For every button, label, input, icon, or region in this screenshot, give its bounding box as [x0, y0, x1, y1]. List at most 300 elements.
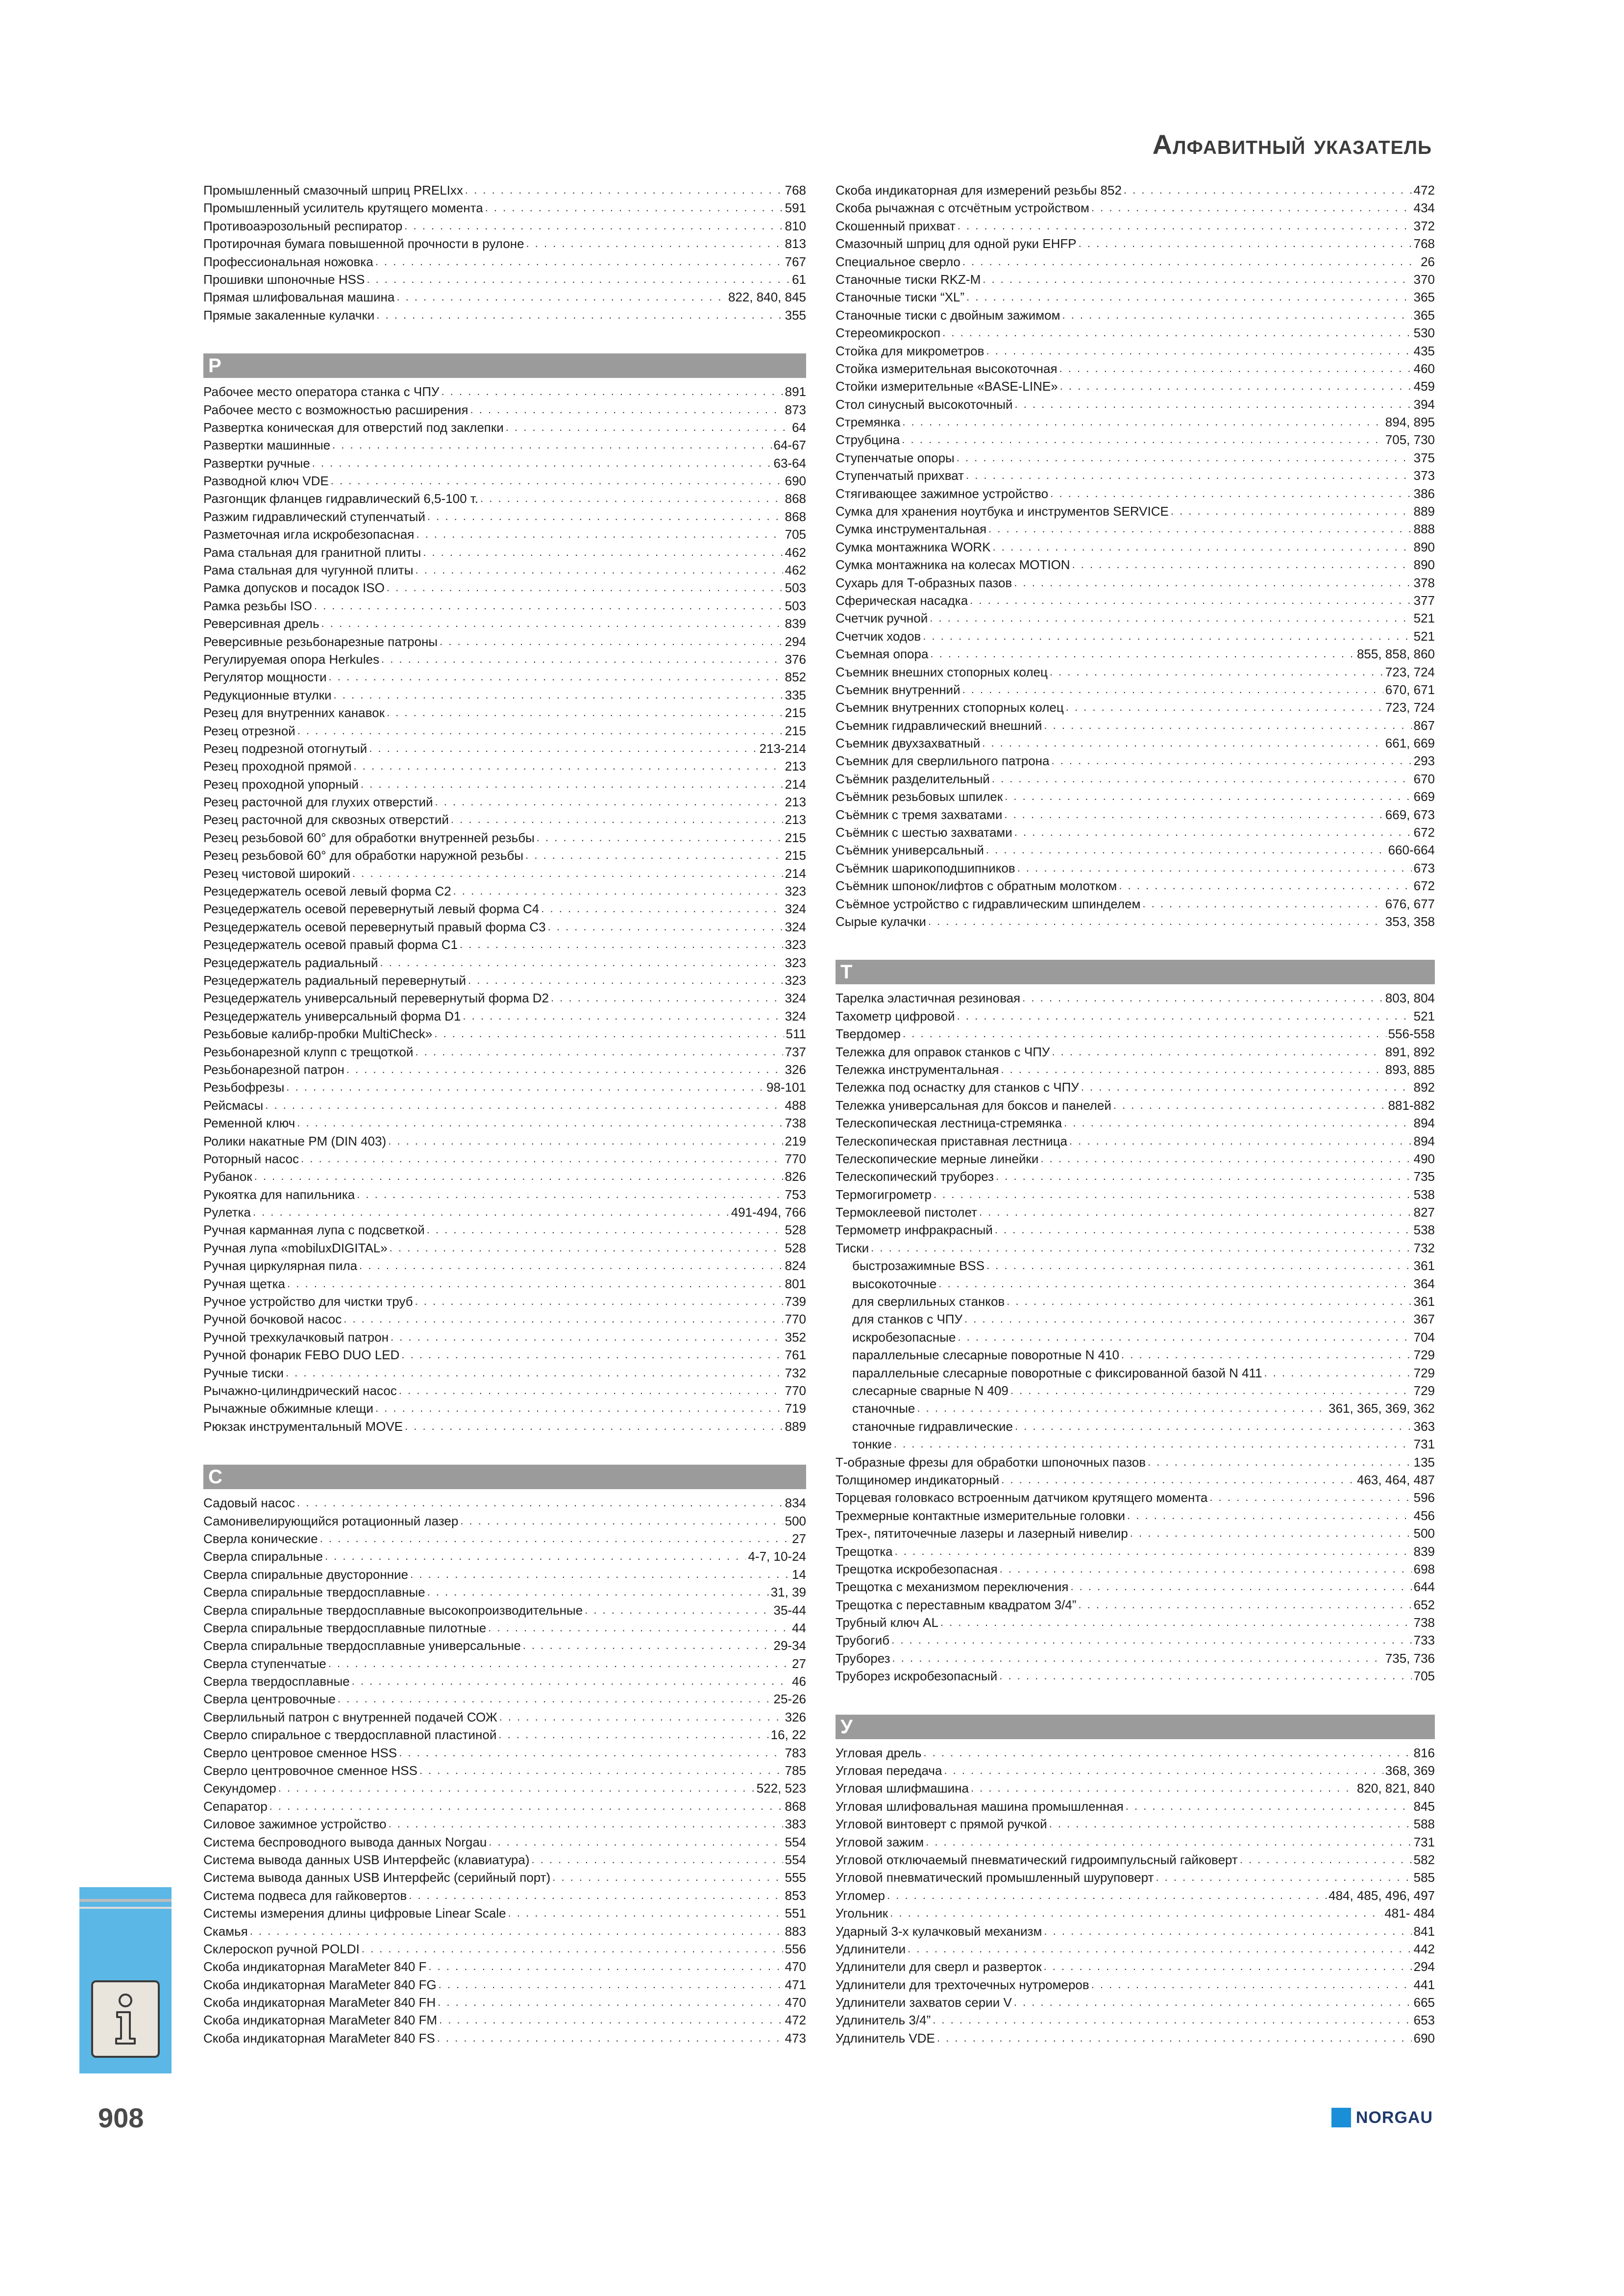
entry-term: Резьбовые калибр-пробки MultiCheck» [203, 1026, 433, 1042]
index-entry [203, 775, 806, 793]
dot-leader [404, 217, 783, 235]
dot-leader [938, 1275, 1411, 1293]
entry-page-ref: 26 [1421, 254, 1435, 269]
dot-leader [435, 793, 783, 811]
index-entry [836, 306, 1435, 324]
entry-page-ref: 213 [785, 812, 806, 827]
entry-term: Сепаратор [203, 1798, 268, 1814]
entry-term: Ручной фонарик FEBO DUO LED [203, 1348, 400, 1363]
index-entry [836, 1328, 1435, 1346]
index-entry [203, 1275, 806, 1293]
index-entry [836, 1310, 1435, 1328]
entry-term: Угловой винтоверт с прямой ручкой [836, 1817, 1047, 1832]
entry-term: Протирочная бумага повышенной прочности в рулоне [203, 236, 524, 251]
entry-page-ref: 31, 39 [770, 1585, 806, 1600]
entry-page-ref: 44 [792, 1620, 806, 1635]
index-entry [203, 865, 806, 882]
entry-page-ref: 723, 724 [1385, 664, 1435, 679]
entry-term: Скоба индикаторная MaraMeter 840 FS [203, 2030, 435, 2046]
entry-term: Резцедержатель радиальный перевернутый [203, 973, 466, 988]
entry-term: Угловой отключаемый пневматический гидроимпульсный гайковерт [836, 1852, 1238, 1867]
index-entry [836, 253, 1435, 271]
entry-term: Скоба индикаторная MaraMeter 840 FM [203, 2013, 438, 2028]
entry-page-ref: 365 [1413, 307, 1435, 323]
entry-page-ref: 644 [1413, 1579, 1435, 1595]
index-entry [203, 181, 806, 199]
dot-leader [526, 235, 783, 252]
entry-page-ref: 883 [785, 1923, 806, 1939]
entry-page-ref: 29-34 [773, 1638, 806, 1653]
index-entry [203, 199, 806, 217]
entry-term: Рюкзак инструментальный MOVE [203, 1419, 403, 1434]
dot-leader [488, 1619, 790, 1637]
dot-leader [396, 288, 726, 306]
dot-leader [971, 1779, 1355, 1797]
index-entry [836, 1762, 1435, 1779]
index-entry [203, 2012, 806, 2029]
entry-term: Резьбонарезной патрон [203, 1062, 344, 1077]
entry-page-ref: 672 [1413, 825, 1435, 840]
dot-leader [1001, 1061, 1383, 1078]
index-entry [836, 413, 1435, 431]
entry-page-ref: 822, 840, 845 [728, 290, 806, 305]
dot-leader [328, 1655, 790, 1672]
index-entry [836, 1887, 1435, 1904]
dot-leader [585, 1601, 771, 1619]
index-entry [203, 436, 806, 454]
index-entry [203, 972, 806, 989]
index-entry [836, 1364, 1435, 1382]
index-entry [203, 1114, 806, 1132]
dot-leader [427, 508, 783, 525]
dot-leader [485, 199, 783, 217]
entry-page-ref: 335 [785, 687, 806, 702]
index-entry [836, 1940, 1435, 1958]
index-entry [203, 271, 806, 288]
entry-term: Противоаэрозольный респиратор [203, 218, 403, 233]
brand-name: NORGAU [1355, 2108, 1433, 2127]
dot-leader [320, 1530, 790, 1547]
entry-page-ref: 652 [1413, 1597, 1435, 1612]
entry-term: Стойки измерительные «BASE-LINE» [836, 379, 1058, 394]
entry-term: Роторный насос [203, 1151, 299, 1166]
entry-page-ref: 472 [785, 2013, 806, 2028]
index-entry [836, 1667, 1435, 1685]
entry-term: Сверла ступенчатые [203, 1656, 326, 1671]
entry-page-ref: 214 [785, 866, 806, 881]
dot-leader [297, 722, 783, 740]
section-entries [203, 1494, 806, 2047]
index-entry [836, 895, 1435, 913]
dot-leader [375, 1399, 783, 1417]
entry-term: Ручной бочковой насос [203, 1312, 342, 1327]
index-entry [203, 1132, 806, 1150]
index-entry [203, 1994, 806, 2011]
entry-page-ref: 64 [792, 420, 806, 435]
index-entry [203, 1257, 806, 1274]
dot-leader [891, 1631, 1411, 1649]
index-entry [836, 1221, 1435, 1239]
index-entry [203, 615, 806, 632]
entry-page-ref: 470 [785, 1959, 806, 1974]
entry-page-ref: 500 [1413, 1526, 1435, 1541]
dot-leader [892, 1649, 1383, 1667]
index-entry [203, 1672, 806, 1690]
index-entry [203, 525, 806, 543]
dot-leader [1044, 1922, 1411, 1940]
entry-page-ref: 365 [1413, 290, 1435, 305]
dot-leader [1014, 574, 1411, 592]
entry-term: Ручная карманная лупа с подсветкой [203, 1223, 425, 1238]
entry-term: Система вывода данных USB Интерфейс (клавиатура) [203, 1852, 530, 1867]
entry-term: Съёмник универсальный [836, 843, 984, 858]
dot-leader [463, 1007, 783, 1025]
dot-leader [329, 668, 783, 686]
entry-page-ref: 551 [785, 1906, 806, 1921]
dot-leader [344, 1310, 783, 1328]
dot-leader [903, 1025, 1386, 1043]
entry-term: Резцедержатель осевой левый форма C2 [203, 884, 451, 899]
dot-leader [962, 681, 1383, 699]
index-entry [203, 722, 806, 740]
index-entry [203, 2029, 806, 2047]
entry-term: Удлинители для трехточечных нутромеров [836, 1977, 1089, 1992]
entry-page-ref: 841 [1413, 1923, 1435, 1939]
dot-leader [508, 1904, 783, 1922]
dot-leader [427, 1583, 769, 1601]
index-entry [203, 288, 806, 306]
entry-term: Склероскоп ручной POLDI [203, 1941, 360, 1956]
entry-term: Удлинители захватов серии V [836, 1995, 1012, 2010]
dot-leader [982, 734, 1383, 752]
index-entry [836, 217, 1435, 235]
dot-leader [1066, 699, 1383, 716]
index-entry [836, 324, 1435, 342]
dot-leader [338, 1690, 772, 1708]
entry-page-ref: 373 [1413, 468, 1435, 483]
index-entry [203, 847, 806, 864]
index-entry [836, 1524, 1435, 1542]
index-entry [203, 1851, 806, 1869]
dot-leader [1156, 1869, 1411, 1886]
entry-term: Удлинитель 3/4” [836, 2013, 931, 2028]
dot-leader [460, 1512, 783, 1530]
entry-term: Станочные тиски “XL” [836, 290, 965, 305]
entry-term: Рукоятка для напильника [203, 1187, 355, 1202]
index-entry [203, 740, 806, 757]
dot-leader [297, 1114, 783, 1132]
dot-leader [926, 1833, 1412, 1851]
index-entry [836, 1061, 1435, 1078]
entry-page-ref: 867 [1413, 718, 1435, 733]
entry-term: Стремянка [836, 415, 901, 430]
entry-page-ref: 326 [785, 1062, 806, 1077]
entry-page-ref: 530 [1413, 325, 1435, 341]
entry-term: Рулетка [203, 1205, 251, 1220]
index-entry [836, 1744, 1435, 1762]
entry-term: Рабочее место оператора станка с ЧПУ [203, 384, 440, 399]
entry-page-ref: 323 [785, 973, 806, 988]
entry-term: Сырые кулачки [836, 914, 926, 929]
dot-leader [902, 413, 1383, 431]
index-entry [203, 1168, 806, 1185]
entry-page-ref: 768 [785, 182, 806, 198]
index-entry [203, 1833, 806, 1851]
entry-page-ref: 521 [1413, 1008, 1435, 1023]
dot-leader [940, 1614, 1412, 1631]
entry-term: тонкие [852, 1437, 892, 1452]
dot-leader [361, 775, 783, 793]
dot-leader [375, 253, 783, 271]
index-entry [203, 1815, 806, 1833]
index-entry [836, 1435, 1435, 1453]
dot-leader [933, 2011, 1411, 2029]
index-entry [203, 561, 806, 579]
dot-leader [387, 579, 783, 597]
side-tab-divider [79, 1907, 172, 1909]
entry-page-ref: 215 [785, 848, 806, 863]
entry-term: Съёмник разделительный [836, 771, 990, 786]
entry-page-ref: 591 [785, 200, 806, 216]
entry-term: Трещотка с переставным квадратом 3/4” [836, 1597, 1077, 1612]
entry-term: Рамка допусков и посадок ISO [203, 580, 385, 596]
entry-page-ref: 386 [1413, 486, 1435, 501]
entry-page-ref: 816 [1413, 1745, 1435, 1760]
entry-page-ref: 484, 485, 496, 497 [1329, 1888, 1435, 1903]
index-entry [203, 472, 806, 490]
dot-leader [265, 1097, 783, 1114]
entry-page-ref: 462 [785, 563, 806, 578]
entry-term: Сумка монтажника на колесах MOTION [836, 557, 1070, 573]
entry-page-ref: 378 [1413, 575, 1435, 590]
index-entry [836, 609, 1435, 627]
index-entry [203, 235, 806, 252]
section-t [836, 960, 1435, 1685]
dot-leader [1000, 1560, 1412, 1578]
entry-page-ref: 16, 22 [770, 1727, 806, 1743]
dot-leader [966, 288, 1412, 306]
dot-leader [312, 454, 772, 472]
entry-term: Ступенчатые опоры [836, 450, 955, 465]
entry-page-ref: 729 [1413, 1348, 1435, 1363]
index-entry [836, 2029, 1435, 2047]
index-entry [836, 699, 1435, 716]
entry-page-ref: 733 [1413, 1633, 1435, 1648]
entry-term: Скоба рычажная с отсчётным устройством [836, 200, 1089, 216]
entry-term: Ручная циркулярная пила [203, 1258, 358, 1273]
dot-leader [1015, 396, 1412, 413]
dot-leader [498, 1726, 768, 1744]
entry-page-ref: 294 [1413, 1959, 1435, 1974]
entry-term: Резцедержатель универсальный форма D1 [203, 1008, 461, 1023]
index-entry [203, 882, 806, 900]
entry-term: Резец расточной для сквозных отверстий [203, 812, 449, 827]
entry-page-ref: 868 [785, 1798, 806, 1814]
entry-page-ref: 463, 464, 487 [1356, 1472, 1435, 1487]
entry-page-ref: 27 [792, 1531, 806, 1546]
entry-page-ref: 64-67 [773, 438, 806, 453]
entry-page-ref: 471 [785, 1977, 806, 1992]
index-entry [203, 419, 806, 436]
dot-leader [1022, 989, 1383, 1007]
dot-leader [532, 1851, 783, 1869]
dot-leader [1001, 1471, 1355, 1489]
entry-page-ref: 588 [1413, 1817, 1435, 1832]
entry-term: Профессиональная ножовка [203, 254, 373, 269]
index-entry [203, 1726, 806, 1744]
entry-page-ref: 891, 892 [1385, 1044, 1435, 1059]
entry-page-ref: 323 [785, 937, 806, 952]
entry-page-ref: 472 [1413, 182, 1435, 198]
index-entry [203, 1418, 806, 1435]
entry-term: Рычажно-цилиндрический насос [203, 1383, 397, 1398]
entry-term: Счетчик ручной [836, 611, 928, 626]
dot-leader [958, 1328, 1411, 1346]
index-column-right [836, 181, 1435, 2047]
dot-leader [890, 1904, 1382, 1922]
dot-leader [1005, 788, 1411, 805]
dot-leader [438, 1994, 783, 2011]
dot-leader [388, 1132, 783, 1150]
index-group-s-continued [836, 181, 1435, 930]
entry-term: Сверла твердосплавные [203, 1674, 350, 1689]
entry-page-ref: 215 [785, 723, 806, 738]
dot-leader [928, 913, 1383, 930]
index-entry [836, 1797, 1435, 1815]
index-entry [203, 1708, 806, 1726]
dot-leader [537, 829, 783, 847]
dot-leader [286, 1078, 764, 1096]
dot-leader [1017, 859, 1412, 877]
index-entry [203, 1512, 806, 1530]
entry-term: Разводной ключ VDE [203, 474, 329, 489]
entry-page-ref: 785 [785, 1763, 806, 1778]
entry-term: Прошивки шпоночные HSS [203, 272, 365, 287]
dot-leader [986, 342, 1411, 360]
index-column-left [203, 181, 806, 2047]
index-entry [836, 1507, 1435, 1524]
dot-leader [541, 900, 783, 918]
entry-term: Трубный ключ AL [836, 1615, 938, 1630]
entry-term: Резцедержатель осевой перевернутый правый форма C3 [203, 919, 546, 934]
entry-page-ref: 470 [785, 1995, 806, 2010]
entry-term: Рама стальная для чугунной плиты [203, 563, 414, 578]
entry-page-ref: 670 [1413, 771, 1435, 786]
entry-page-ref: 660-664 [1388, 843, 1435, 858]
entry-term: Ручная лупа «mobiluxDIGITAL» [203, 1240, 388, 1255]
entry-term: Резец проходной упорный [203, 776, 359, 792]
entry-term: Стойка измерительная высокоточная [836, 361, 1058, 376]
dot-leader [415, 1293, 783, 1310]
entry-page-ref: 556 [785, 1941, 806, 1956]
dot-leader [934, 1186, 1412, 1203]
dot-leader [380, 954, 783, 972]
entry-term: Ременной ключ [203, 1116, 295, 1131]
entry-page-ref: 213-214 [759, 741, 806, 756]
entry-page-ref: 676, 677 [1385, 896, 1435, 911]
entry-term: Прямая шлифовальная машина [203, 290, 395, 305]
entry-page-ref: 367 [1413, 1312, 1435, 1327]
entry-term: Сверло центровое сменное HSS [203, 1745, 397, 1760]
entry-term: Ступенчатый прихват [836, 468, 964, 483]
entry-term: Редукционные втулки [203, 687, 332, 702]
index-entry [836, 592, 1435, 609]
dot-leader [1171, 502, 1412, 520]
entry-page-ref: 770 [785, 1312, 806, 1327]
entry-term: Резцедержатель осевой перевернутый левый форма C4 [203, 901, 540, 917]
entry-term: Развертки машинные [203, 438, 331, 453]
section-entries [203, 383, 806, 1435]
entry-page-ref: 528 [785, 1223, 806, 1238]
entry-page-ref: 894, 895 [1385, 415, 1435, 430]
entry-term: Труборез искробезопасный [836, 1669, 998, 1684]
index-entry [836, 770, 1435, 788]
index-entry [836, 360, 1435, 377]
entry-page-ref: 753 [785, 1187, 806, 1202]
entry-term: Сверла центровочные [203, 1692, 336, 1707]
dot-leader [1121, 1346, 1412, 1364]
entry-page-ref: 521 [1413, 611, 1435, 626]
entry-term: высокоточные [852, 1276, 937, 1291]
dot-leader [1070, 1578, 1411, 1596]
dot-leader [499, 1708, 783, 1726]
entry-page-ref: 294 [785, 634, 806, 649]
entry-term: Ручные тиски [203, 1365, 284, 1380]
index-entry [836, 1007, 1435, 1025]
entry-term: Сверло спиральное с твердосплавной пластиной [203, 1727, 497, 1743]
section-r [203, 353, 806, 1435]
index-entry [836, 824, 1435, 841]
entry-page-ref: 894 [1413, 1133, 1435, 1148]
dot-leader [362, 1940, 783, 1958]
index-entry [203, 1061, 806, 1078]
index-entry [836, 859, 1435, 877]
entry-term: Телескопические мерные линейки [836, 1151, 1039, 1166]
dot-leader [1091, 199, 1412, 217]
index-entry [836, 645, 1435, 663]
entry-term: Развертки ручные [203, 455, 310, 471]
entry-term: Садовый насос [203, 1496, 295, 1511]
dot-leader [399, 1744, 783, 1762]
entry-page-ref: 803, 804 [1385, 991, 1435, 1006]
entry-page-ref: 500 [785, 1513, 806, 1528]
entry-page-ref: 361 [1413, 1258, 1435, 1273]
entry-page-ref: 705 [785, 527, 806, 542]
entry-term: Стягивающее зажимное устройство [836, 486, 1049, 501]
entry-page-ref: 377 [1413, 593, 1435, 608]
index-entry [836, 1614, 1435, 1631]
entry-page-ref: 370 [1413, 272, 1435, 287]
dot-leader [331, 472, 783, 490]
dot-leader [415, 561, 783, 579]
dot-leader [415, 1043, 783, 1061]
entry-term: слесарные сварные N 409 [852, 1383, 1009, 1398]
entry-term: Съемник двухзахватный [836, 736, 981, 751]
entry-page-ref: 653 [1413, 2013, 1435, 2028]
entry-term: Система вывода данных USB Интерфейс (серийный порт) [203, 1870, 551, 1885]
entry-term: Рамка резьбы ISO [203, 598, 312, 613]
dot-leader [1113, 1097, 1386, 1114]
entry-page-ref: 824 [785, 1258, 806, 1273]
index-entry [203, 1382, 806, 1399]
entry-page-ref: 669 [1413, 789, 1435, 804]
entry-term: Удлинители [836, 1941, 906, 1956]
entry-page-ref: 214 [785, 776, 806, 792]
index-entry [203, 1310, 806, 1328]
dot-leader [908, 1940, 1411, 1958]
entry-term: Угловая шлифовальная машина промышленная [836, 1798, 1124, 1814]
index-entry [836, 788, 1435, 805]
